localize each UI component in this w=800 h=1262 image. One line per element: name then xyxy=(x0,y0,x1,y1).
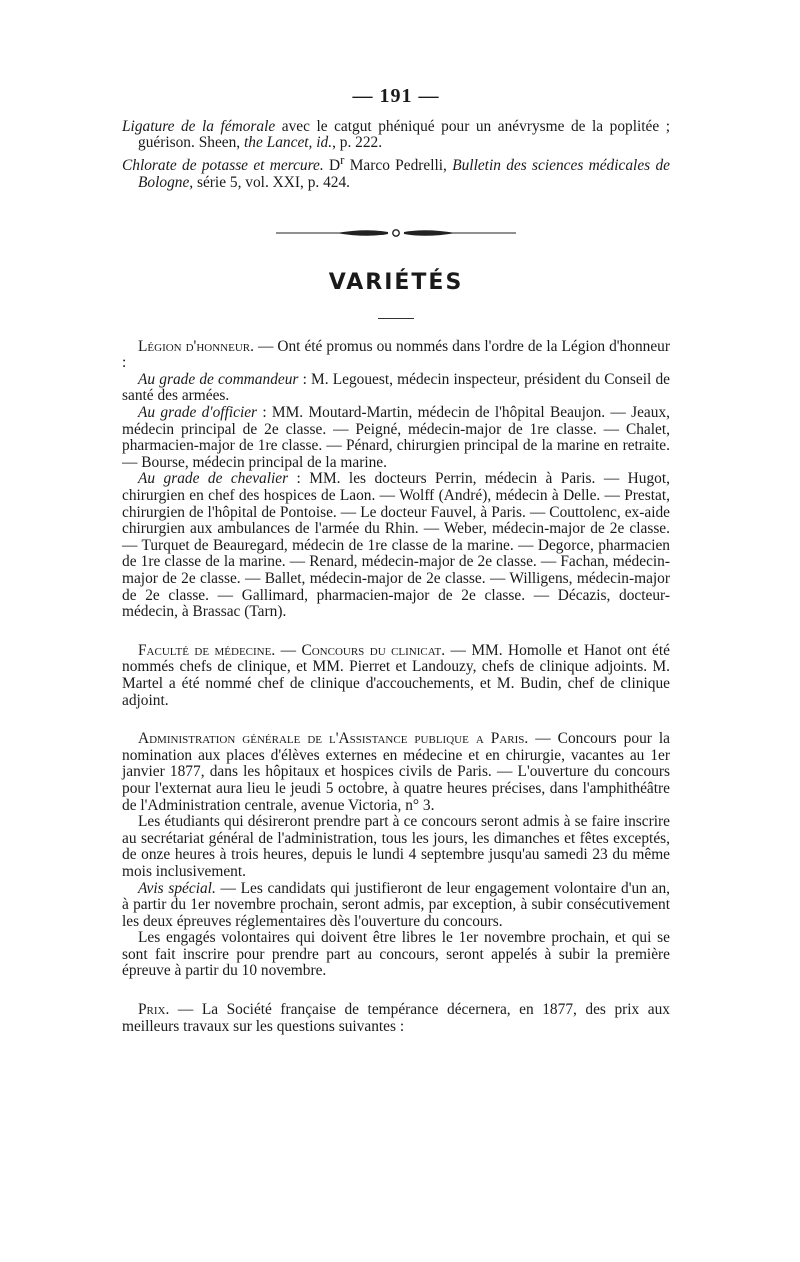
spacer xyxy=(122,709,670,731)
section-title: VARIÉTÉS xyxy=(328,270,464,296)
bibliography-entry: Chlorate de potasse et mercure. $D^r$ Marco Pedrelli, Bulletin des sciences médicales de Bologne, série 5, vol. XXI, p. 424. xyxy=(122,152,670,191)
bibliography-entry: Ligature de la fémorale avec le catgut phéniqué pour un anévrysme de la poplitée ; guérison. Sheen, the Lancet, id., p. 222. xyxy=(122,117,670,152)
prix-paragraph: Prix. — La Société française de tempérance décernera, en 1877, des prix aux meilleurs travaux sur les questions suivantes : xyxy=(122,1001,670,1035)
page-number: — 191 — xyxy=(352,85,440,107)
spacer xyxy=(122,980,670,1002)
legion-officier: Au grade d'officier : MM. Moutard-Martin, médecin de l'hôpital Beaujon. — Jeaux, médecin principal de 2e classe. — Peigné, médecin-major de 1re classe. — Chalet, pharmacien-major de 1re classe. — Pénard, chirurgien principal de la marine en retraite. — Bourse, médecin principal de la marine. xyxy=(122,404,670,471)
assistance-engages: Les engagés volontaires qui doivent être libres le 1er novembre prochain, et qui se sont fait inscrire pour prendre part au concours, seront appelés à subir la première épreuve à partir du 10 novembre. xyxy=(122,929,670,980)
legion-chevalier: Au grade de chevalier : MM. les docteurs Perrin, médecin à Paris. — Hugot, chirurgien en chef des hospices de Laon. — Wolff (André), médecin à Delle. — Prestat, chirurgien de l'hôpital de Pontoise. — Le docteur Fauvel, à Paris. — Couttolenc, ex-aide chirurgien aux ambulances de l'armée du Rhin. — Weber, médecin-major de 2e classe. — Turquet de Beauregard, médecin de 1re classe de la marine. — Degorce, pharmacien de 1re classe de la marine. — Renard, médecin-major de 2e classe. — Fachan, médecin-major de 2e classe. — Ballet, médecin-major de 2e classe. — Willigens, médecin-major de 2e classe. — Gallimard, pharmacien-major de 2e classe. — Décazis, docteur-médecin, à Brassac (Tarn). xyxy=(122,470,670,621)
document-page xyxy=(122,85,671,1035)
legion-intro: Légion d'honneur. — Ont été promus ou nommés dans l'ordre de la Légion d'honneur : xyxy=(122,337,670,372)
faculte-heading: Faculté de médecine. xyxy=(138,641,276,659)
legion-heading: Légion d'honneur. xyxy=(138,337,254,355)
title-rule xyxy=(378,318,414,319)
legion-commandeur: Au grade de commandeur : M. Legouest, médecin inspecteur, président du Conseil de santé des armées. xyxy=(122,370,670,405)
faculte-paragraph: Faculté de médecine. — Concours du clinicat. — MM. Homolle et Hanot ont été nommés chefs de clinique, et MM. Pierret et Landouzy, chefs de clinique adjoints. M. Martel a été nommé chef de clinique d'accouchements, et M. Budin, chef de clinique adjoint. xyxy=(122,641,670,709)
spacer xyxy=(122,621,670,643)
assistance-heading: Administration générale de l'Assistance publique a Paris. xyxy=(138,730,529,748)
prix-heading: Prix. xyxy=(138,1001,170,1019)
assistance-paragraph: Administration générale de l'Assistance publique a Paris. — Concours pour la nomination aux places d'élèves externes en médecine et en chirurgie, vacantes au 1er janvier 1877, dans les hôpitaux et hospices civils de Paris. — L'ouverture du concours pour l'externat aura lieu le jeudi 5 octobre, à quatre heures précises, dans l'amphithéâtre de l'Administration centrale, avenue Victoria, n° 3. xyxy=(122,730,671,814)
assistance-inscription: Les étudiants qui désireront prendre part à ce concours seront admis à se faire inscrire au secrétariat général de l'administration, tous les jours, les dimanches et fêtes exceptés, de onze heures à trois heures, depuis le lundi 4 septembre jusqu'au samedi 23 du même mois inclusivement. xyxy=(122,813,670,880)
assistance-avis: Avis spécial. — Les candidats qui justifieront de leur engagement volontaire d'un an, à partir du 1er novembre prochain, seront admis, par exception, à subir consécutivement les deux épreuves réglementaires dès l'ouverture du concours. xyxy=(122,879,670,930)
ornamental-divider xyxy=(276,227,516,239)
